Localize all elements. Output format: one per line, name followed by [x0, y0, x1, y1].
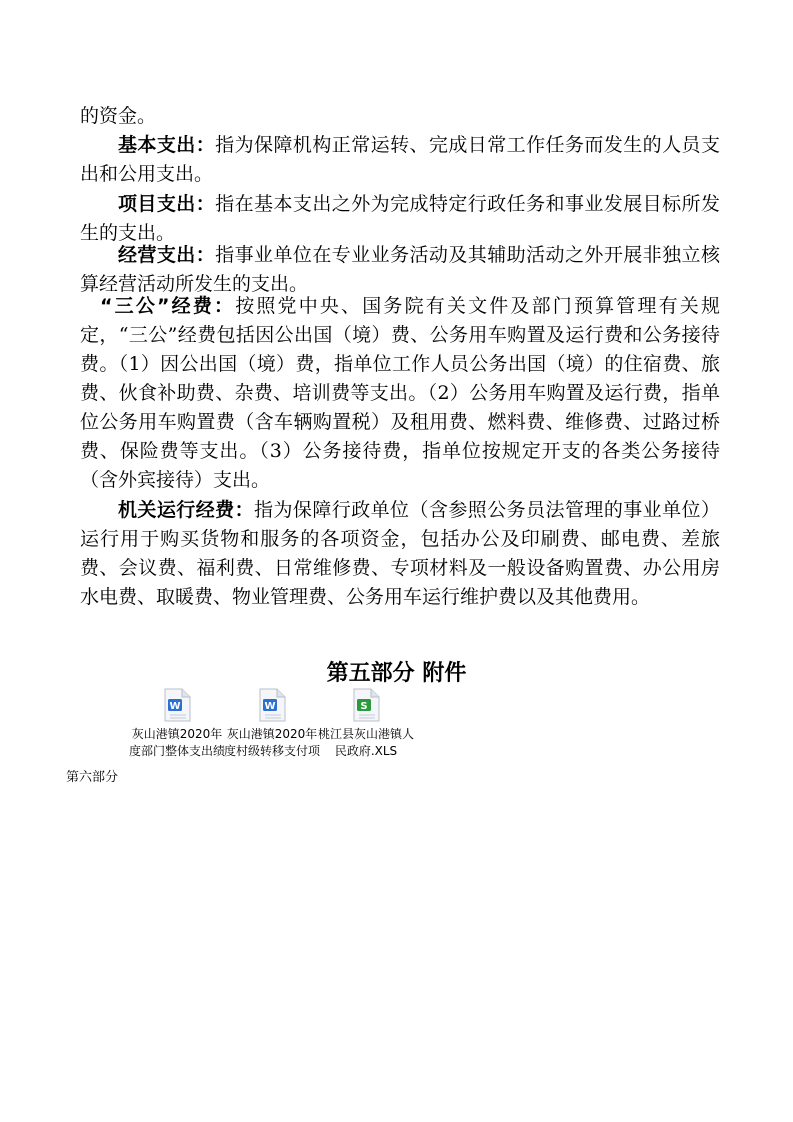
attachment-label: 桃江县灰山港镇人民政府.XLS [317, 727, 414, 758]
word-file-icon [162, 688, 192, 722]
definition-operating-expenditure: 指事业单位在专业业务活动及其辅助活动之外开展非独立核算经营活动所发生的支出。 [80, 244, 720, 295]
attachment-item[interactable] [316, 688, 416, 760]
attachment-item[interactable] [127, 688, 227, 760]
svg-text:W: W [169, 701, 181, 712]
next-section-label: 第六部分 [66, 770, 119, 785]
term-project-expenditure: 项目支出： [118, 193, 216, 215]
attachment-label: 灰山港镇2020年度村级转移支付项 [223, 727, 320, 758]
definition-project-expenditure: 指在基本支出之外为完成特定行政任务和事业发展目标所发生的支出。 [80, 193, 720, 244]
term-basic-expenditure: 基本支出： [118, 134, 216, 156]
svg-text:W: W [264, 701, 276, 712]
term-agency-operating-expenses: 机关运行经费： [118, 499, 255, 521]
attachment-label: 灰山港镇2020年度部门整体支出绩 [128, 727, 225, 758]
paragraph-three-public-expenses [80, 292, 720, 495]
paragraph-basic-expenditure [80, 131, 720, 189]
paragraph-agency-operating-expenses [80, 496, 720, 612]
term-operating-expenditure: 经营支出： [118, 244, 216, 266]
term-three-public-expenses: “三公”经费： [100, 295, 236, 317]
paragraph-text: 的资金。 [80, 105, 157, 127]
definition-basic-expenditure: 指为保障机构正常运转、完成日常工作任务而发生的人员支出和公用支出。 [80, 134, 720, 185]
spreadsheet-file-icon [351, 688, 381, 722]
attachment-item[interactable] [222, 688, 322, 760]
paragraph-operating-expenditure [80, 241, 720, 299]
paragraph-continuation [80, 102, 720, 131]
definition-agency-operating-expenses: 指为保障行政单位（含参照公务员法管理的事业单位）运行用于购买货物和服务的各项资金，包括办公及印刷费、邮电费、差旅费、会议费、福利费、日常维修费、专项材料及一般设备购置费、办公用房水电费、取暖费、物业管理费、公务用车运行维护费以及其他费用。 [80, 499, 720, 608]
definition-three-public-expenses: 按照党中央、国务院有关文件及部门预算管理有关规定，“三公”经费包括因公出国（境）费、公务用车购置及运行费和公务接待费。（1）因公出国（境）费，指单位工作人员公务出国（境）的住宿费、旅费、伙食补助费、杂费、培训费等支出。（2）公务用车购置及运行费，指单位公务用车购置费（含车辆购置税）及租用费、燃料费、维修费、过路过桥费、保险费等支出。（3）公务接待费，指单位按规定开支的各类公务接待（含外宾接待）支出。 [80, 295, 720, 491]
word-file-icon [257, 688, 287, 722]
svg-text:S: S [360, 701, 368, 712]
paragraph-project-expenditure [80, 190, 720, 248]
section-title: 第五部分 附件 [326, 661, 467, 686]
